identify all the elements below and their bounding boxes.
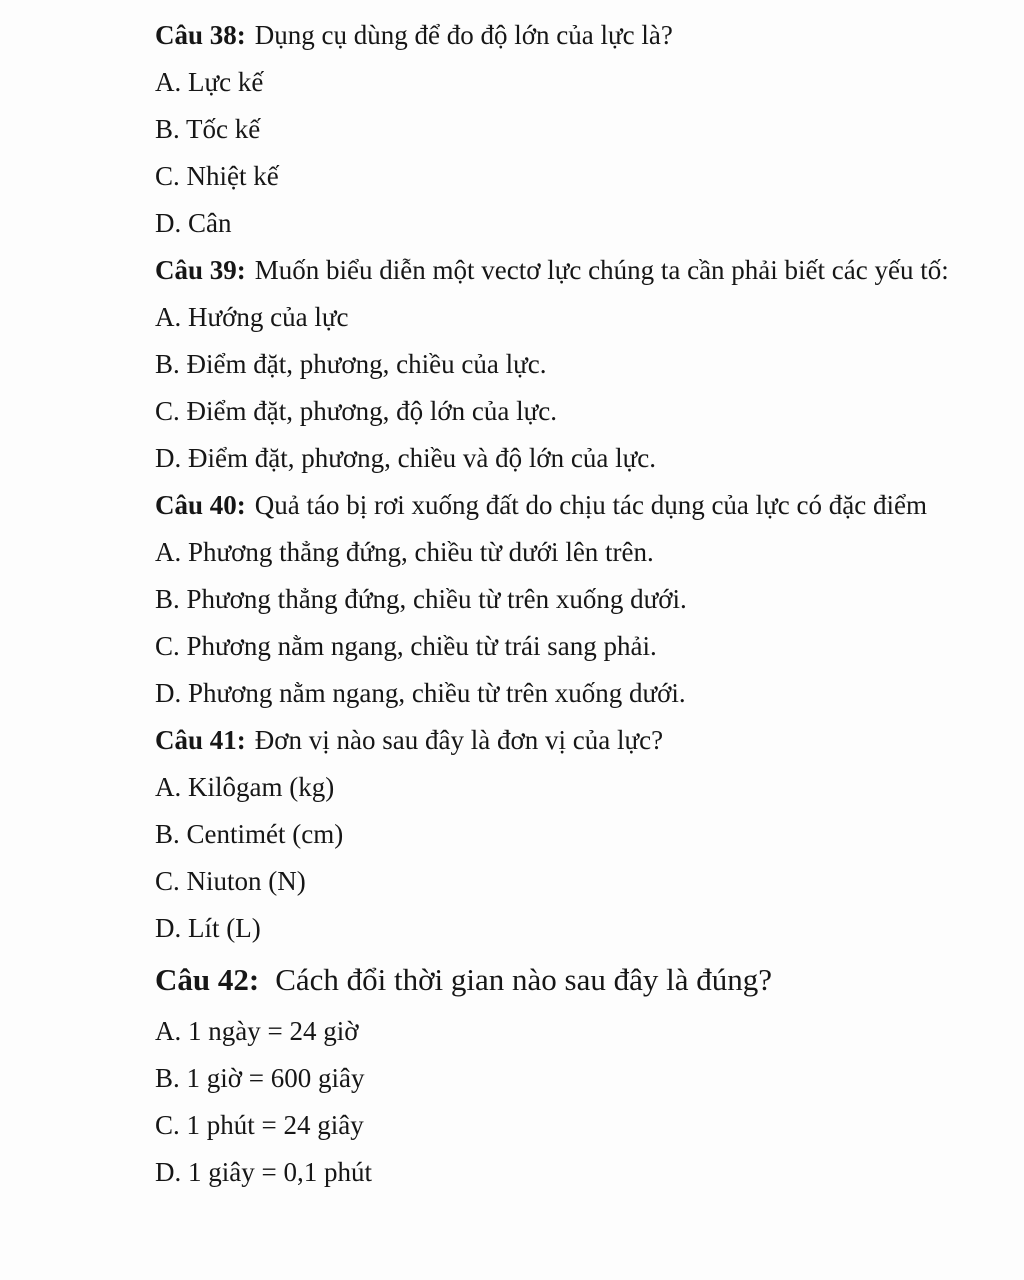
question-header	[155, 482, 968, 529]
question-text: Đơn vị nào sau đây là đơn vị của lực?	[254, 725, 664, 755]
question-text: Muốn biểu diễn một vectơ lực chúng ta cần phải biết các yếu tố:	[254, 255, 949, 285]
question-number: Câu 41:	[155, 725, 246, 755]
answer-option: A. 1 ngày = 24 giờ	[155, 1016, 359, 1046]
question-header	[155, 247, 968, 294]
answer-option: B. Centimét (cm)	[155, 819, 344, 849]
answer-option: B. Phương thẳng đứng, chiều từ trên xuống dưới.	[155, 584, 687, 614]
answer-option: B. Điểm đặt, phương, chiều của lực.	[155, 349, 547, 379]
question-header	[155, 717, 968, 764]
answer-option: C. Điểm đặt, phương, độ lớn của lực.	[155, 396, 558, 426]
question-header	[155, 12, 968, 59]
question-text: Dụng cụ dùng để đo độ lớn của lực là?	[254, 20, 673, 50]
answer-option: C. 1 phút = 24 giây	[155, 1110, 364, 1140]
answer-option: D. Lít (L)	[155, 913, 261, 943]
answer-option: D. 1 giây = 0,1 phút	[155, 1157, 372, 1187]
question-header	[155, 952, 968, 1008]
question-38	[155, 12, 968, 247]
question-39	[155, 247, 968, 482]
answer-option: C. Niuton (N)	[155, 866, 306, 896]
answer-option: C. Phương nằm ngang, chiều từ trái sang phải.	[155, 631, 657, 661]
answer-option: C. Nhiệt kế	[155, 161, 279, 191]
answer-option: D. Điểm đặt, phương, chiều và độ lớn của lực.	[155, 443, 656, 473]
answer-option: A. Phương thẳng đứng, chiều từ dưới lên trên.	[155, 537, 654, 567]
question-text: Cách đổi thời gian nào sau đây là đúng?	[275, 962, 772, 997]
question-number: Câu 38:	[155, 20, 246, 50]
answer-option: D. Phương nằm ngang, chiều từ trên xuống dưới.	[155, 678, 686, 708]
answer-option: A. Lực kế	[155, 67, 264, 97]
question-number: Câu 42:	[155, 962, 260, 997]
answer-option: A. Hướng của lực	[155, 302, 349, 332]
question-number: Câu 39:	[155, 255, 246, 285]
answer-option: D. Cân	[155, 208, 232, 238]
question-text: Quả táo bị rơi xuống đất do chịu tác dụng của lực có đặc điểm	[254, 490, 927, 520]
answer-option: B. 1 giờ = 600 giây	[155, 1063, 365, 1093]
question-41	[155, 717, 968, 952]
question-number: Câu 40:	[155, 490, 246, 520]
question-40	[155, 482, 968, 717]
question-42	[155, 952, 968, 1196]
answer-option: B. Tốc kế	[155, 114, 261, 144]
answer-option: A. Kilôgam (kg)	[155, 772, 335, 802]
